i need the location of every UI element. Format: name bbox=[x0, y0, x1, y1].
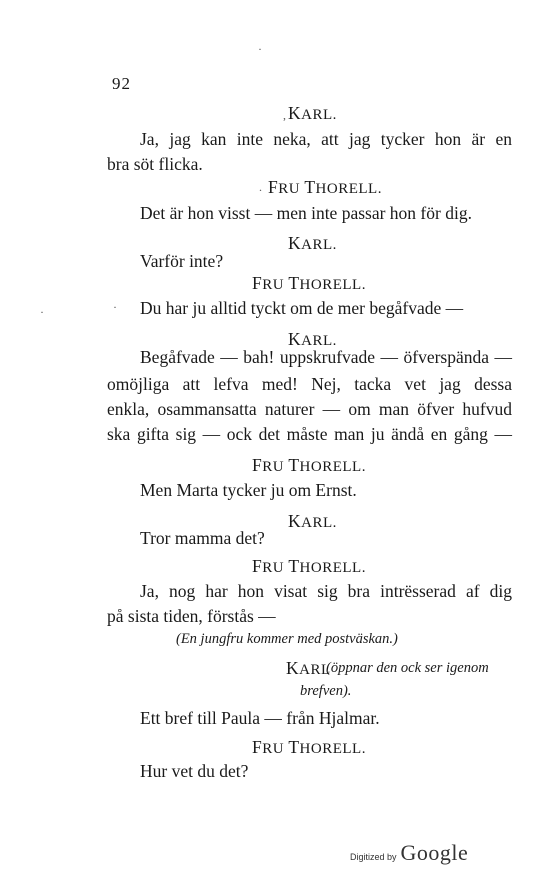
speaker-karl: KARL. bbox=[288, 233, 337, 253]
speaker-fru-thorell: FRU THORELL. bbox=[252, 455, 366, 475]
speaker-fru-thorell: FRU THORELL. bbox=[252, 273, 366, 293]
dialogue-line: Ja, jag kan inte neka, att jag tycker hon är en bbox=[140, 129, 512, 149]
stage-direction: (öppnar den ock ser igenom bbox=[326, 660, 489, 676]
stray-mark: · bbox=[40, 305, 44, 319]
dialogue-line: på sista tiden, förstås — bbox=[107, 606, 276, 626]
speaker-karl: KARL bbox=[286, 658, 331, 678]
stray-mark: · bbox=[258, 42, 262, 56]
dialogue-line: bra söt flicka. bbox=[107, 154, 203, 174]
speaker-karl: KARL. bbox=[288, 103, 337, 123]
stray-mark: , bbox=[283, 108, 286, 122]
stray-mark: · bbox=[113, 300, 117, 314]
digitized-watermark bbox=[350, 840, 468, 866]
dialogue-line: Tror mamma det? bbox=[140, 528, 265, 548]
speaker-fru-thorell: FRU THORELL. bbox=[268, 177, 382, 197]
speaker-karl: KARL. bbox=[288, 511, 337, 531]
dialogue-line: Ja, nog har hon visat sig bra intrësserad af dig bbox=[140, 581, 512, 601]
stage-direction: (En jungfru kommer med postväskan.) bbox=[176, 631, 398, 647]
dialogue-line: Men Marta tycker ju om Ernst. bbox=[140, 480, 357, 500]
digitized-label: Digitized by bbox=[350, 852, 397, 862]
google-logo: Google bbox=[400, 840, 469, 865]
dialogue-line: Ett bref till Paula — från Hjalmar. bbox=[140, 708, 380, 728]
speaker-fru-thorell: FRU THORELL. bbox=[252, 556, 366, 576]
dialogue-line: enkla, osammansatta naturer — om man öfver hufvud bbox=[107, 399, 512, 419]
dialogue-line: Hur vet du det? bbox=[140, 761, 249, 781]
speaker-karl: KARL. bbox=[288, 329, 337, 349]
dialogue-line: Det är hon visst — men inte passar hon för dig. bbox=[140, 203, 472, 223]
stage-direction: brefven). bbox=[300, 683, 352, 699]
speaker-fru-thorell: FRU THORELL. bbox=[252, 737, 366, 757]
dialogue-line: omöjliga att lefva med! Nej, tacka vet jag dessa bbox=[107, 374, 512, 394]
stray-mark: . bbox=[259, 180, 262, 194]
dialogue-line: ska gifta sig — ock det måste man ju ändå en gång — bbox=[107, 424, 512, 444]
dialogue-line: Du har ju alltid tyckt om de mer begåfvade — bbox=[140, 298, 464, 318]
dialogue-line: Begåfvade — bah! uppskrufvade — öfverspända — bbox=[140, 347, 512, 367]
dialogue-line: Varför inte? bbox=[140, 251, 224, 271]
page-number: 92 bbox=[112, 74, 131, 93]
